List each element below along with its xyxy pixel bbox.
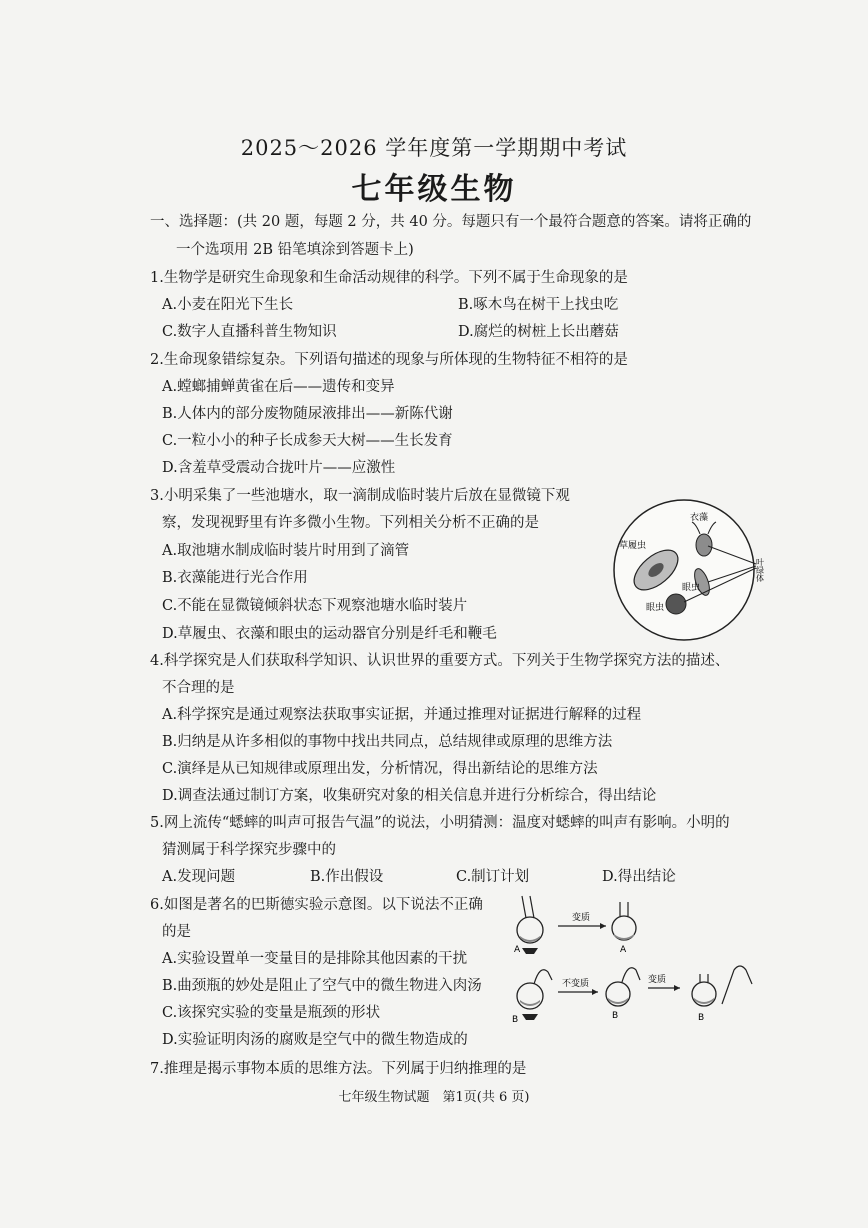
label-arrow-spoiled-a: 变质 bbox=[572, 913, 591, 923]
q2-option-a: A.螳螂捕蝉黄雀在后——遗传和变异 bbox=[162, 379, 395, 395]
q5-option-d: D.得出结论 bbox=[602, 869, 676, 885]
q2-stem: 2.生命现象错综复杂。下列语句描述的现象与所体现的生物特征不相符的是 bbox=[150, 352, 628, 368]
q5-stem-line2: 猜测属于科学探究步骤中的 bbox=[162, 842, 336, 858]
q2-option-c: C.一粒小小的种子长成参天大树——生长发育 bbox=[162, 433, 453, 449]
flask-b-neck-broken bbox=[692, 966, 752, 1006]
label-flask-a1: A bbox=[514, 945, 521, 955]
q4-stem-line2: 不合理的是 bbox=[162, 680, 235, 696]
q2-option-b: B.人体内的部分废物随尿液排出——新陈代谢 bbox=[162, 406, 453, 422]
q5-option-a: A.发现问题 bbox=[162, 869, 236, 885]
q3-option-d: D.草履虫、衣藻和眼虫的运动器官分别是纤毛和鞭毛 bbox=[162, 626, 497, 642]
q5-option-c: C.制订计划 bbox=[456, 869, 530, 885]
q3-option-b: B.衣藻能进行光合作用 bbox=[162, 570, 308, 586]
q7-stem: 7.推理是揭示事物本质的思维方法。下列属于归纳推理的是 bbox=[150, 1061, 527, 1077]
page-footer: 七年级生物试题 第1页(共 6 页) bbox=[338, 1090, 530, 1105]
microscope-field-figure bbox=[604, 492, 774, 652]
flask-b-heated bbox=[517, 970, 552, 1020]
label-flask-b1: B bbox=[512, 1015, 519, 1025]
q1-option-a: A.小麦在阳光下生长 bbox=[162, 297, 294, 313]
round-organism-shape bbox=[666, 594, 686, 614]
label-chloroplast: 叶绿体 bbox=[755, 558, 765, 582]
chlamydomonas-shape bbox=[696, 534, 712, 556]
label-flask-b2: B bbox=[612, 1011, 619, 1021]
section-instruction-line1: 一、选择题：(共 20 题，每题 2 分，共 40 分。每题只有一个最符合题意的答案。请将正确的 bbox=[150, 214, 752, 230]
q6-option-a: A.实验设置单一变量目的是排除其他因素的干扰 bbox=[162, 951, 468, 967]
q3-stem-line1: 3.小明采集了一些池塘水，取一滴制成临时装片后放在显微镜下观 bbox=[150, 488, 570, 504]
q3-stem-line2: 察，发现视野里有许多微小生物。下列相关分析不正确的是 bbox=[162, 515, 539, 531]
exam-title: 2025～2026 学年度第一学期期中考试 bbox=[240, 136, 628, 160]
label-euglena: 眼虫 bbox=[682, 583, 701, 593]
section-instruction-line2: 一个选项用 2B 铅笔填涂到答题卡上) bbox=[176, 242, 414, 258]
label-flask-a2: A bbox=[620, 945, 627, 955]
flask-a-heated bbox=[517, 896, 543, 954]
q5-option-b: B.作出假设 bbox=[310, 869, 384, 885]
q2-option-d: D.含羞草受震动合拢叶片——应激性 bbox=[162, 460, 396, 476]
q3-option-c: C.不能在显微镜倾斜状态下观察池塘水临时装片 bbox=[162, 598, 468, 614]
subject-title: 七年级生物 bbox=[351, 172, 517, 207]
q4-option-c: C.演绎是从已知规律或原理出发，分析情况，得出新结论的思维方法 bbox=[162, 761, 598, 777]
q4-option-d: D.调查法通过制订方案，收集研究对象的相关信息并进行分析综合，得出结论 bbox=[162, 788, 657, 804]
q5-stem-line1: 5.网上流传“蟋蟀的叫声可报告气温”的说法，小明猜测：温度对蟋蟀的叫声有影响。小明的 bbox=[150, 815, 730, 831]
label-arrow-spoiled-b: 变质 bbox=[648, 975, 667, 985]
label-flask-b3: B bbox=[698, 1013, 705, 1023]
q1-option-d: D.腐烂的树桩上长出蘑菇 bbox=[458, 324, 619, 340]
q6-stem-line2: 的是 bbox=[162, 924, 191, 940]
q6-option-d: D.实验证明肉汤的腐败是空气中的微生物造成的 bbox=[162, 1032, 468, 1048]
q4-option-b: B.归纳是从许多相似的事物中找出共同点，总结规律或原理的思维方法 bbox=[162, 734, 613, 750]
q4-stem-line1: 4.科学探究是人们获取科学知识、认识世界的重要方式。下列关于生物学探究方法的描述、 bbox=[150, 653, 730, 669]
q6-option-c: C.该探究实验的变量是瓶颈的形状 bbox=[162, 1005, 381, 1021]
q3-option-a: A.取池塘水制成临时装片时用到了滴管 bbox=[162, 543, 410, 559]
flask-a-spoiled bbox=[612, 902, 636, 940]
q1-stem: 1.生物学是研究生命现象和生命活动规律的科学。下列不属于生命现象的是 bbox=[150, 270, 628, 286]
label-round-organism: 眼虫 bbox=[646, 603, 665, 613]
flask-b-fresh bbox=[606, 968, 640, 1006]
label-arrow-not-spoiled: 不变质 bbox=[562, 979, 590, 989]
label-paramecium: 草履虫 bbox=[619, 541, 647, 551]
q6-stem-line1: 6.如图是著名的巴斯德实验示意图。以下说法不正确 bbox=[150, 897, 483, 913]
label-chlamydomonas: 衣藻 bbox=[690, 513, 709, 523]
q1-option-c: C.数字人直播科普生物知识 bbox=[162, 324, 337, 340]
q6-option-b: B.曲颈瓶的妙处是阻止了空气中的微生物进入肉汤 bbox=[162, 978, 482, 994]
q1-option-b: B.啄木鸟在树干上找虫吃 bbox=[458, 297, 619, 313]
pasteur-experiment-figure bbox=[508, 888, 760, 1030]
q4-option-a: A.科学探究是通过观察法获取事实证据，并通过推理对证据进行解释的过程 bbox=[162, 707, 642, 723]
